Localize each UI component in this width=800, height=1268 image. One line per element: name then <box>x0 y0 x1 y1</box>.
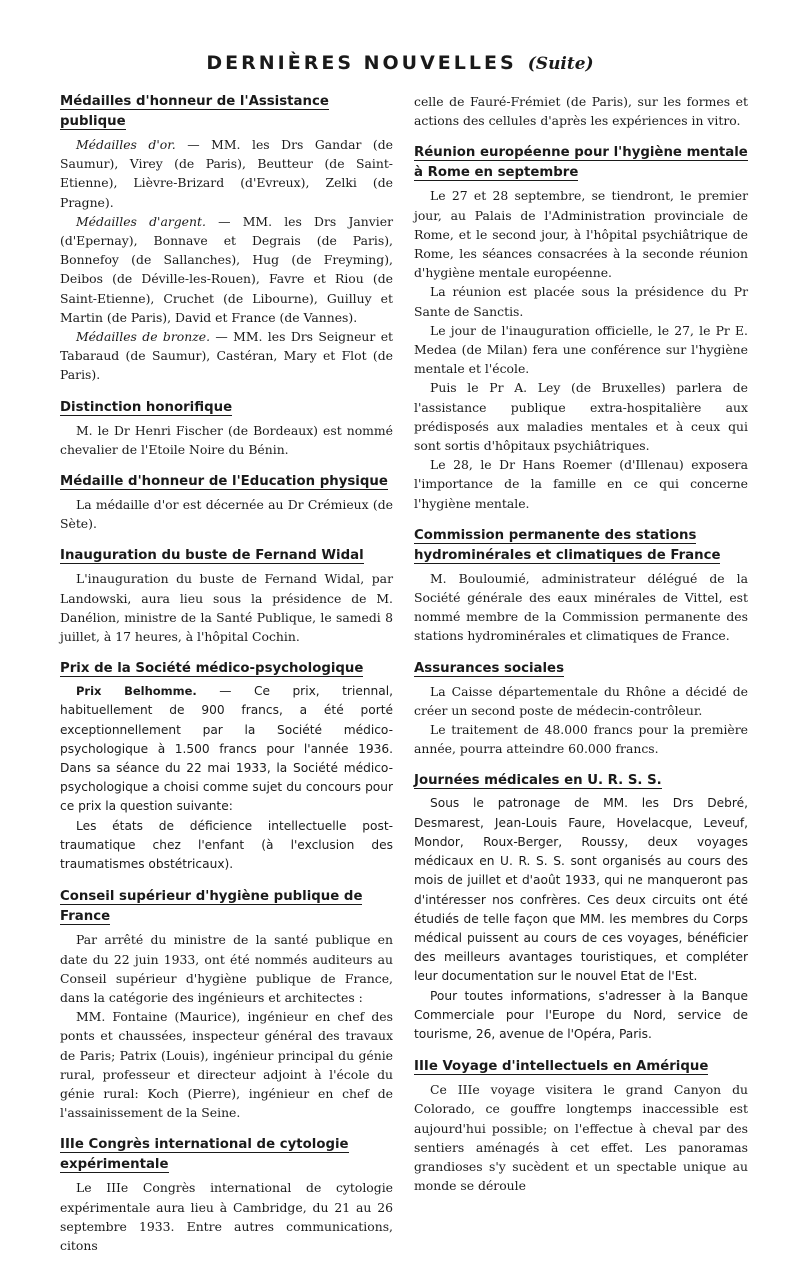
section-societe-medico <box>60 659 393 874</box>
section-journees-urss <box>414 771 748 1044</box>
section-heading: IIIe Congrès international de cytologie expérimentale <box>60 1137 349 1173</box>
section-education-physique <box>60 472 393 533</box>
paragraph: Les états de déficience intellectuelle post-traumatique chez l'enfant (à l'exclusion des traumatismes obstétricaux). <box>60 818 393 872</box>
paragraph: Puis le Pr A. Ley (de Bruxelles) parlera de l'assistance publique extra-hospitalière aux prédisposés aux maladies mentales et à ceux qui sont sortis d'hôpitaux psychiâtriques. <box>414 380 748 454</box>
page-title: DERNIÈRES NOUVELLES <box>206 52 517 74</box>
paragraph-text: — MM. les Drs Janvier (d'Epernay), Bonnave et Degrais (de Paris), Bonnefoy (de Sallanches), Hug (de Freyming), Deibos (de Déville-les-Rouen), Favre et Riou (de Saint-Etienne), Cruchet (de Libourne), Guilluy et Martin (de Paris), David et France (de Vannes). <box>60 213 393 325</box>
section-voyage-amerique <box>414 1057 748 1195</box>
section-heading: Inauguration du buste de Fernand Widal <box>60 548 364 564</box>
paragraph <box>60 212 393 327</box>
paragraph-text: — MM. les Drs Gandar (de Saumur), Virey (de Paris), Beutteur (de Saint-Etienne), Lièvre-Brizard (d'Evreux), Zelki (de Pragne). <box>60 137 394 210</box>
section-assurances <box>414 659 748 759</box>
paragraph: Ce IIIe voyage visitera le grand Canyon du Colorado, ce gouffre longtemps inaccessible est aujourd'hui possible; on l'effectue à cheval par des sentiers aménagés à cet effet. Les panoramas grandioses s'y sucèdent et un spectable unique au monde se déroule <box>414 1082 748 1194</box>
section-cytologie-continued <box>414 92 748 130</box>
paragraph: Le 27 et 28 septembre, se tiendront, le premier jour, au Palais de l'Administration provinciale de Rome, et le second jour, à l'hôpital psychiâtrique de Rome, les séances consacrées à la seconde réunion d'hygiène mentale européenne. <box>414 188 748 281</box>
inline-label: Médailles d'or. <box>76 137 176 152</box>
inline-label: Médailles de bronze. <box>76 329 211 345</box>
section-cytologie <box>60 1135 393 1255</box>
section-distinction <box>60 398 393 459</box>
paragraph: Par arrêté du ministre de la santé publique en date du 22 juin 1933, ont été nommés auditeurs au Conseil supérieur d'hygiène publique de France, dans la catégorie des ingénieurs et architectes : <box>60 932 393 1005</box>
paragraph: Le IIIe Congrès international de cytologie expérimentale aura lieu à Cambridge, du 21 au 26 septembre 1933. Entre autres communications, citons <box>60 1180 393 1253</box>
paragraph <box>60 135 393 212</box>
section-conseil <box>60 887 393 1122</box>
paragraph <box>60 327 393 385</box>
paragraph: Pour toutes informations, s'adresser à la Banque Commerciale pour l'Europe du Nord, service de tourisme, 26, avenue de l'Opéra, Paris. <box>414 988 748 1041</box>
section-heading: Distinction honorifique <box>60 399 233 415</box>
paragraph: La médaille d'or est décernée au Dr Crémieux (de Sète). <box>60 497 393 532</box>
paragraph: La Caisse départementale du Rhône a décidé de créer un second poste de médecin-contrôleur. <box>414 683 748 718</box>
page-title-suite: (Suite) <box>527 54 594 74</box>
section-commission <box>414 526 748 646</box>
paragraph: Le jour de l'inauguration officielle, le 27, le Pr E. Medea (de Milan) fera une conférence sur l'hygiène mentale et l'école. <box>414 322 748 377</box>
paragraph: M. le Dr Henri Fischer (de Bordeaux) est nommé chevalier de l'Etoile Noire du Bénin. <box>60 422 393 457</box>
paragraph-text: — MM. les Drs Seigneur et Tabaraud (de Saumur), Castéran, Mary et Flot (de Paris). <box>60 329 394 383</box>
section-heading: Médaille d'honneur de l'Education physique <box>60 474 388 490</box>
paragraph-text: — Ce prix, triennal, habituellement de 900 francs, a été porté exceptionnellement par la Société médico-psychologique à 1.500 francs pour l'année 1936. Dans sa séance du 22 mai 1933, la Société médico-psychologique a choisi comme sujet du concours pour ce prix la question suivante: <box>60 684 393 814</box>
section-heading: Commission permanente des stations hydrominérales et climatiques de France <box>414 527 721 563</box>
paragraph: Le traitement de 48.000 francs pour la première année, pourra atteindre 60.000 francs. <box>414 722 748 757</box>
section-hygiene-mentale <box>414 143 748 512</box>
paragraph: Sous le patronage de MM. les Drs Debré, Desmarest, Jean-Louis Faure, Hovelacque, Leveuf, Mondor, Roux-Berger, Roussy, deux voyages médicaux en U. R. S. S. sont organisés au cours des mois de juillet et d'août 1933, qui ne manqueront pas d'intéresser nos confrères. Ces deux circuits ont été étudiés de telle façon que MM. les membres du Corps médical puissent au cours de ces voyages, bénéficier des meilleurs avantages touristiques, et compléter leur documentation sur le nouvel Etat de l'Est. <box>414 796 748 984</box>
right-column <box>414 92 748 1208</box>
section-heading: Journées médicales en U. R. S. S. <box>414 773 662 789</box>
page-header <box>0 52 800 74</box>
paragraph: L'inauguration du buste de Fernand Widal, par Landowski, aura lieu sous la présidence de M. Danélion, ministre de la Santé Publique, le samedi 8 juillet, à 17 heures, à l'hôpital Cochin. <box>60 571 393 645</box>
section-widal <box>60 546 393 646</box>
paragraph: MM. Fontaine (Maurice), ingénieur en chef des ponts et chaussées, inspecteur général des travaux de Paris; Patrix (Louis), ingénieur principal du génie rural, professeur et directeur adjoint à l'école du génie rural: Koch (Pierre), ingénieur en chef de l'assainissement de la Seine. <box>60 1009 393 1121</box>
paragraph: M. Bouloumié, administrateur délégué de la Société générale des eaux minérales de Vittel, est nommé membre de la Commission permanente des stations hydrominérales et climatiques de France. <box>414 570 748 644</box>
paragraph: celle de Fauré-Frémiet (de Paris), sur les formes et actions des cellules d'après les expériences in vitro. <box>414 94 748 129</box>
left-column <box>60 92 393 1268</box>
paragraph <box>60 682 393 816</box>
section-medailles-assistance <box>60 92 393 385</box>
section-heading: IIIe Voyage d'intellectuels en Amérique <box>414 1059 709 1075</box>
paragraph: La réunion est placée sous la présidence du Pr Sante de Sanctis. <box>414 284 748 319</box>
inline-label: Prix Belhomme. <box>76 684 197 699</box>
section-heading: Conseil supérieur d'hygiène publique de France <box>60 889 363 925</box>
section-heading: Médailles d'honneur de l'Assistance publique <box>60 94 329 129</box>
inline-label: Médailles d'argent. <box>76 213 206 229</box>
section-heading: Prix de la Société médico-psychologique <box>60 661 364 677</box>
section-heading: Assurances sociales <box>414 660 564 676</box>
section-heading: Réunion européenne pour l'hygiène mentale à Rome en septembre <box>414 145 748 181</box>
paragraph: Le 28, le Dr Hans Roemer (d'Illenau) exposera l'importance de la famille en ce qui concerne l'hygiène mentale. <box>414 457 748 511</box>
